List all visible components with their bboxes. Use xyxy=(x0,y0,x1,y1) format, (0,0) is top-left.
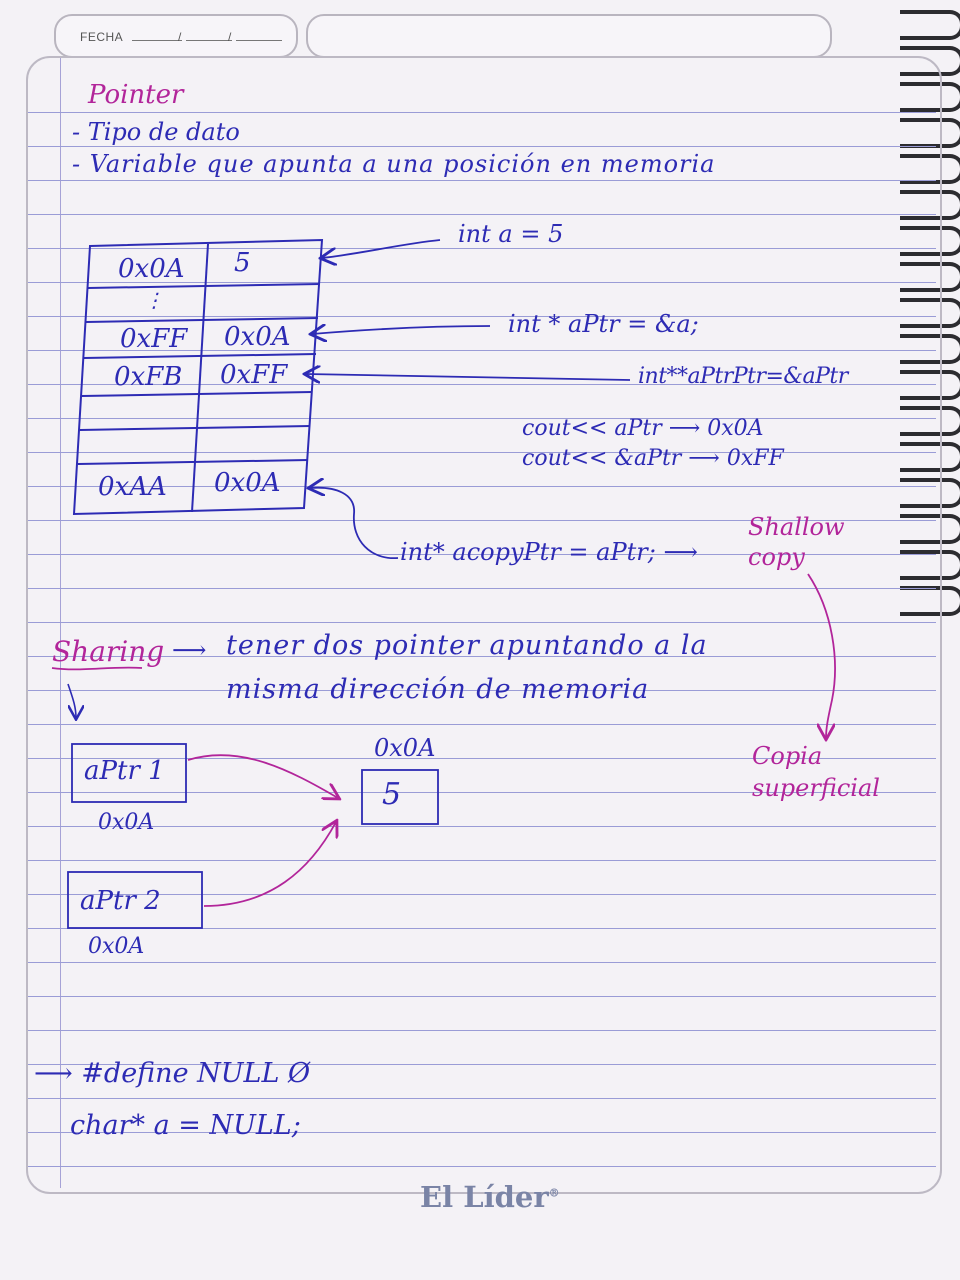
sharing-label: Sharing xyxy=(52,635,165,668)
sharing-arrow: ⟶ xyxy=(172,636,207,664)
cell-address: 0x0A xyxy=(118,254,185,284)
arrow-shallow-to-copia xyxy=(808,574,835,738)
target-value: 5 xyxy=(382,777,402,812)
aptr2-value: 0x0A xyxy=(88,934,145,959)
date-slash: / xyxy=(178,30,182,44)
arrow-aptr1-target xyxy=(188,755,338,798)
arrow-copyptr xyxy=(310,488,398,558)
brand-logo xyxy=(420,1180,560,1214)
code-int-a: int a = 5 xyxy=(458,220,564,248)
date-slash: / xyxy=(228,30,232,44)
sharing-definition: tener dos pointer apuntando a la misma dirección de memoria xyxy=(226,630,708,705)
bullet-2: - Variable que apunta a una posición en memoria xyxy=(72,150,716,178)
arrow-aptr2-target xyxy=(204,822,336,906)
code-copy-ptr: int* acopyPtr = aPtr; ⟶ xyxy=(400,538,698,566)
date-label: FECHA xyxy=(80,30,124,44)
arrow-aptrptr xyxy=(306,374,630,380)
sharing-down-arrow xyxy=(68,684,76,718)
code-define-null: ⟶ #define NULL Ø xyxy=(34,1058,311,1089)
aptr1-name: aPtr 1 xyxy=(84,756,165,786)
cell-value: 0x0A xyxy=(214,468,281,498)
cell-value: 0x0A xyxy=(224,322,291,352)
code-cout-2: cout<< &aPtr ⟶ 0xFF xyxy=(522,446,784,471)
copia-superficial-label: Copia superficial xyxy=(752,742,880,802)
cell-address: ⋮ xyxy=(144,288,164,312)
cell-value: 0xFF xyxy=(220,360,288,390)
aptr2-name: aPtr 2 xyxy=(80,886,161,916)
brand-name: El Líder xyxy=(420,1180,549,1214)
code-int-ptr: int * aPtr = &a; xyxy=(508,310,699,338)
arrow-aptr xyxy=(312,326,490,334)
bullet-1: - Tipo de dato xyxy=(72,118,240,146)
cell-address: 0xFF xyxy=(120,324,188,354)
shallow-copy-label: Shallow copy xyxy=(748,513,845,571)
cell-value: 5 xyxy=(234,248,251,278)
aptr1-value: 0x0A xyxy=(98,810,155,835)
cell-address: 0xFB xyxy=(114,362,183,392)
code-cout-1: cout<< aPtr ⟶ 0x0A xyxy=(522,416,764,441)
notes-title: Pointer xyxy=(88,80,184,110)
code-char-null: char* a = NULL; xyxy=(70,1110,301,1141)
target-address: 0x0A xyxy=(374,734,436,762)
brand-mark: ® xyxy=(548,1186,560,1200)
arrow-int-a xyxy=(322,240,440,258)
code-int-ptr-ptr: int**aPtrPtr=&aPtr xyxy=(638,364,848,389)
cell-address: 0xAA xyxy=(98,472,167,502)
